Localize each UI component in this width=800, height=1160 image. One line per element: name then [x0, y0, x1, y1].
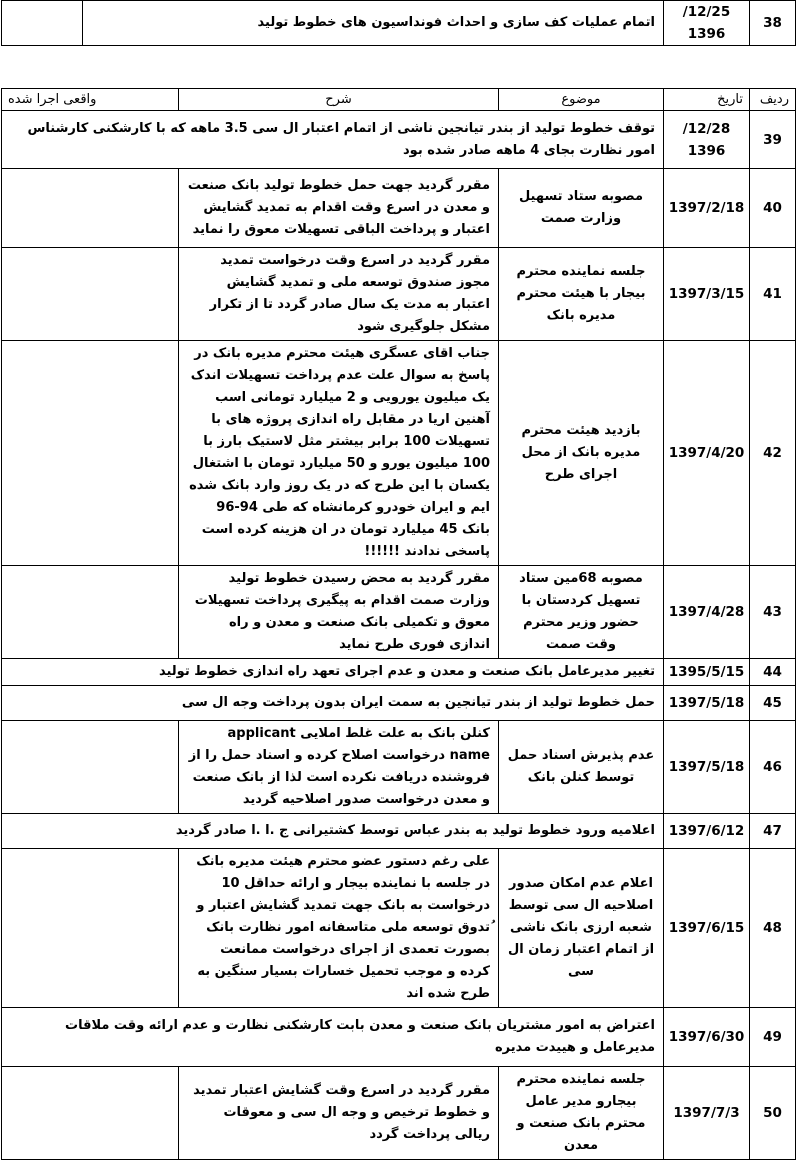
top-fragment-table: [1, 0, 796, 46]
row-date: 1397/6/12: [664, 814, 750, 849]
row-number: 43: [750, 566, 796, 659]
table-row: [2, 1, 796, 46]
row-date: 1397/4/28: [664, 566, 750, 659]
row-number: 40: [750, 169, 796, 248]
row-number: 42: [750, 341, 796, 566]
events-table: [1, 88, 796, 1160]
row-date: 1397/4/20: [664, 341, 750, 566]
row-description: مقرر گردید به محض رسیدن خطوط تولید وزارت صمت اقدام به پیگیری پرداخت تسهیلات معوق و تکمیلی بانک صنعت و معدن و راه اندازی فوری طرح نماید: [179, 566, 499, 659]
row-description: اعلامیه ورود خطوط تولید به بندر عباس توسط کشتیرانی ج .ا .ا صادر گردید: [2, 814, 664, 849]
table-row: [2, 1008, 796, 1067]
row-number: 44: [750, 659, 796, 686]
row-actual: [2, 849, 179, 1008]
row-number: 48: [750, 849, 796, 1008]
row-date: 1397/3/15: [664, 248, 750, 341]
row-actual: [2, 341, 179, 566]
row-description: اعتراض به امور مشتریان بانک صنعت و معدن بابت کارشکنی نظارت و عدم ارائه وقت ملاقات مدیرعامل و هییدت مدیره: [2, 1008, 664, 1067]
row-number: 50: [750, 1067, 796, 1160]
row-description: اتمام عملیات کف سازی و احداث فونداسیون های خطوط تولید: [83, 1, 664, 46]
row-description: تغییر مدیرعامل بانک صنعت و معدن و عدم اجرای تعهد راه اندازی خطوط تولید: [2, 659, 664, 686]
row-topic: مصوبه ستاد تسهیل وزارت صمت: [499, 169, 664, 248]
header-description: شرح: [179, 89, 499, 111]
row-actual: [2, 721, 179, 814]
row-number: 38: [750, 1, 796, 46]
row-description: توقف خطوط تولید از بندر تیانجین ناشی از اتمام اعتبار ال سی 3.5 ماهه که با کارشکنی کارشناس امور نظارت بجای 4 ماهه صادر شده بود: [2, 111, 664, 169]
date-line-1: 12/25/: [682, 4, 731, 20]
row-date: 1397/2/18: [664, 169, 750, 248]
row-date: [664, 111, 750, 169]
row-topic: جلسه نماینده محترم بیجار با هیئت محترم مدیره بانک: [499, 248, 664, 341]
table-row: [2, 341, 796, 566]
header-num: ردیف: [750, 89, 796, 111]
header-date: تاریخ: [664, 89, 750, 111]
table-row: [2, 1067, 796, 1160]
row-number: 39: [750, 111, 796, 169]
table-row: [2, 686, 796, 721]
table-row: [2, 248, 796, 341]
row-description: مقرر گردید در اسرع وقت گشایش اعتبار تمدید و خطوط ترخیص و وجه ال سی و معوقات ریالی پرداخت گردد: [179, 1067, 499, 1160]
empty-cell: [2, 1, 83, 46]
header-topic: موضوع: [499, 89, 664, 111]
row-description: جناب اقای عسگری هیئت محترم مدیره بانک در پاسخ به سوال علت عدم پرداخت تسهیلات اندک یک میلیون یورویی و 2 میلیارد تومانی اسب آهنین اریا در مقابل راه اندازی پروژه های با تسهیلات 100 برابر بیشتر مثل لاستیک بارز با 100 میلیون یورو و 50 میلیارد تومان با اشتغال یکسان با این طرح که در یک روز وارد بانک شده ایم و ایران خودرو کرمانشاه که طی 94-96 بانک 45 میلیارد تومان در ان هزینه کرده است پاسخی ندادند !!!!!!: [179, 341, 499, 566]
row-date: 1397/6/30: [664, 1008, 750, 1067]
row-description: مقرر گردید جهت حمل خطوط تولید بانک صنعت و معدن در اسرع وقت اقدام به تمدید گشایش اعتبار و پرداخت الباقی تسهیلات معوق را نماید: [179, 169, 499, 248]
row-actual: [2, 1067, 179, 1160]
row-actual: [2, 169, 179, 248]
row-topic: اعلام عدم امکان صدور اصلاحیه ال سی توسط شعبه ارزی بانک ناشی از اتمام اعتبار زمان ال سی: [499, 849, 664, 1008]
row-number: 46: [750, 721, 796, 814]
table-row: [2, 849, 796, 1008]
row-actual: [2, 566, 179, 659]
row-actual: [2, 248, 179, 341]
row-number: 47: [750, 814, 796, 849]
row-date: [664, 1, 750, 46]
table-row: [2, 721, 796, 814]
row-topic: عدم پذیرش اسناد حمل توسط کنلن بانک: [499, 721, 664, 814]
row-description: علی رغم دستور عضو محترم هیئت مدیره بانک در جلسه با نماینده بیجار و ارائه حداقل 10 درخواست به بانک جهت تمدید گشایش اعتبار و ُتدوق توسعه ملی متاسفانه امور نظارت بانک بصورت تعمدی از اجرای درخواست ممانعت کرده و موجب تحمیل خسارات بسیار سنگین به طرح شده اند: [179, 849, 499, 1008]
row-description: کنلن بانک به علت غلط املایی applicant name درخواست اصلاح کرده و اسناد حمل را از فروشنده دریافت نکرده است لذا از بانک صنعت و معدن درخواست صدور اصلاحیه گردید: [179, 721, 499, 814]
row-date: 1395/5/15: [664, 659, 750, 686]
row-date: 1397/7/3: [664, 1067, 750, 1160]
row-date: 1397/5/18: [664, 686, 750, 721]
row-description: حمل خطوط تولید از بندر تیانجین به سمت ایران بدون پرداخت وجه ال سی: [2, 686, 664, 721]
row-date: 1397/5/18: [664, 721, 750, 814]
row-number: 49: [750, 1008, 796, 1067]
date-line-1: 12/28/: [682, 120, 731, 137]
date-line-2: 1396: [687, 26, 726, 42]
table-row: [2, 111, 796, 169]
row-date: 1397/6/15: [664, 849, 750, 1008]
table-row: [2, 659, 796, 686]
table-row: [2, 814, 796, 849]
date-line-2: 1396: [687, 142, 726, 159]
row-topic: جلسه نماینده محترم بیجارو مدیر عامل محترم بانک صنعت و معدن: [499, 1067, 664, 1160]
row-number: 45: [750, 686, 796, 721]
row-topic: مصوبه 68مین ستاد تسهیل کردستان با حضور وزیر محترم وقت صمت: [499, 566, 664, 659]
table-row: [2, 566, 796, 659]
row-number: 41: [750, 248, 796, 341]
row-topic: بازدید هیئت محترم مدیره بانک از محل اجرای طرح: [499, 341, 664, 566]
header-actual: واقعی اجرا شده: [2, 89, 179, 111]
table-row: [2, 169, 796, 248]
header-row: [2, 89, 796, 111]
row-description: مقرر گردید در اسرع وقت درخواست تمدید مجوز صندوق توسعه ملی و تمدید گشایش اعتبار به مدت یک سال صادر گردد تا از تکرار مشکل جلوگیری شود: [179, 248, 499, 341]
